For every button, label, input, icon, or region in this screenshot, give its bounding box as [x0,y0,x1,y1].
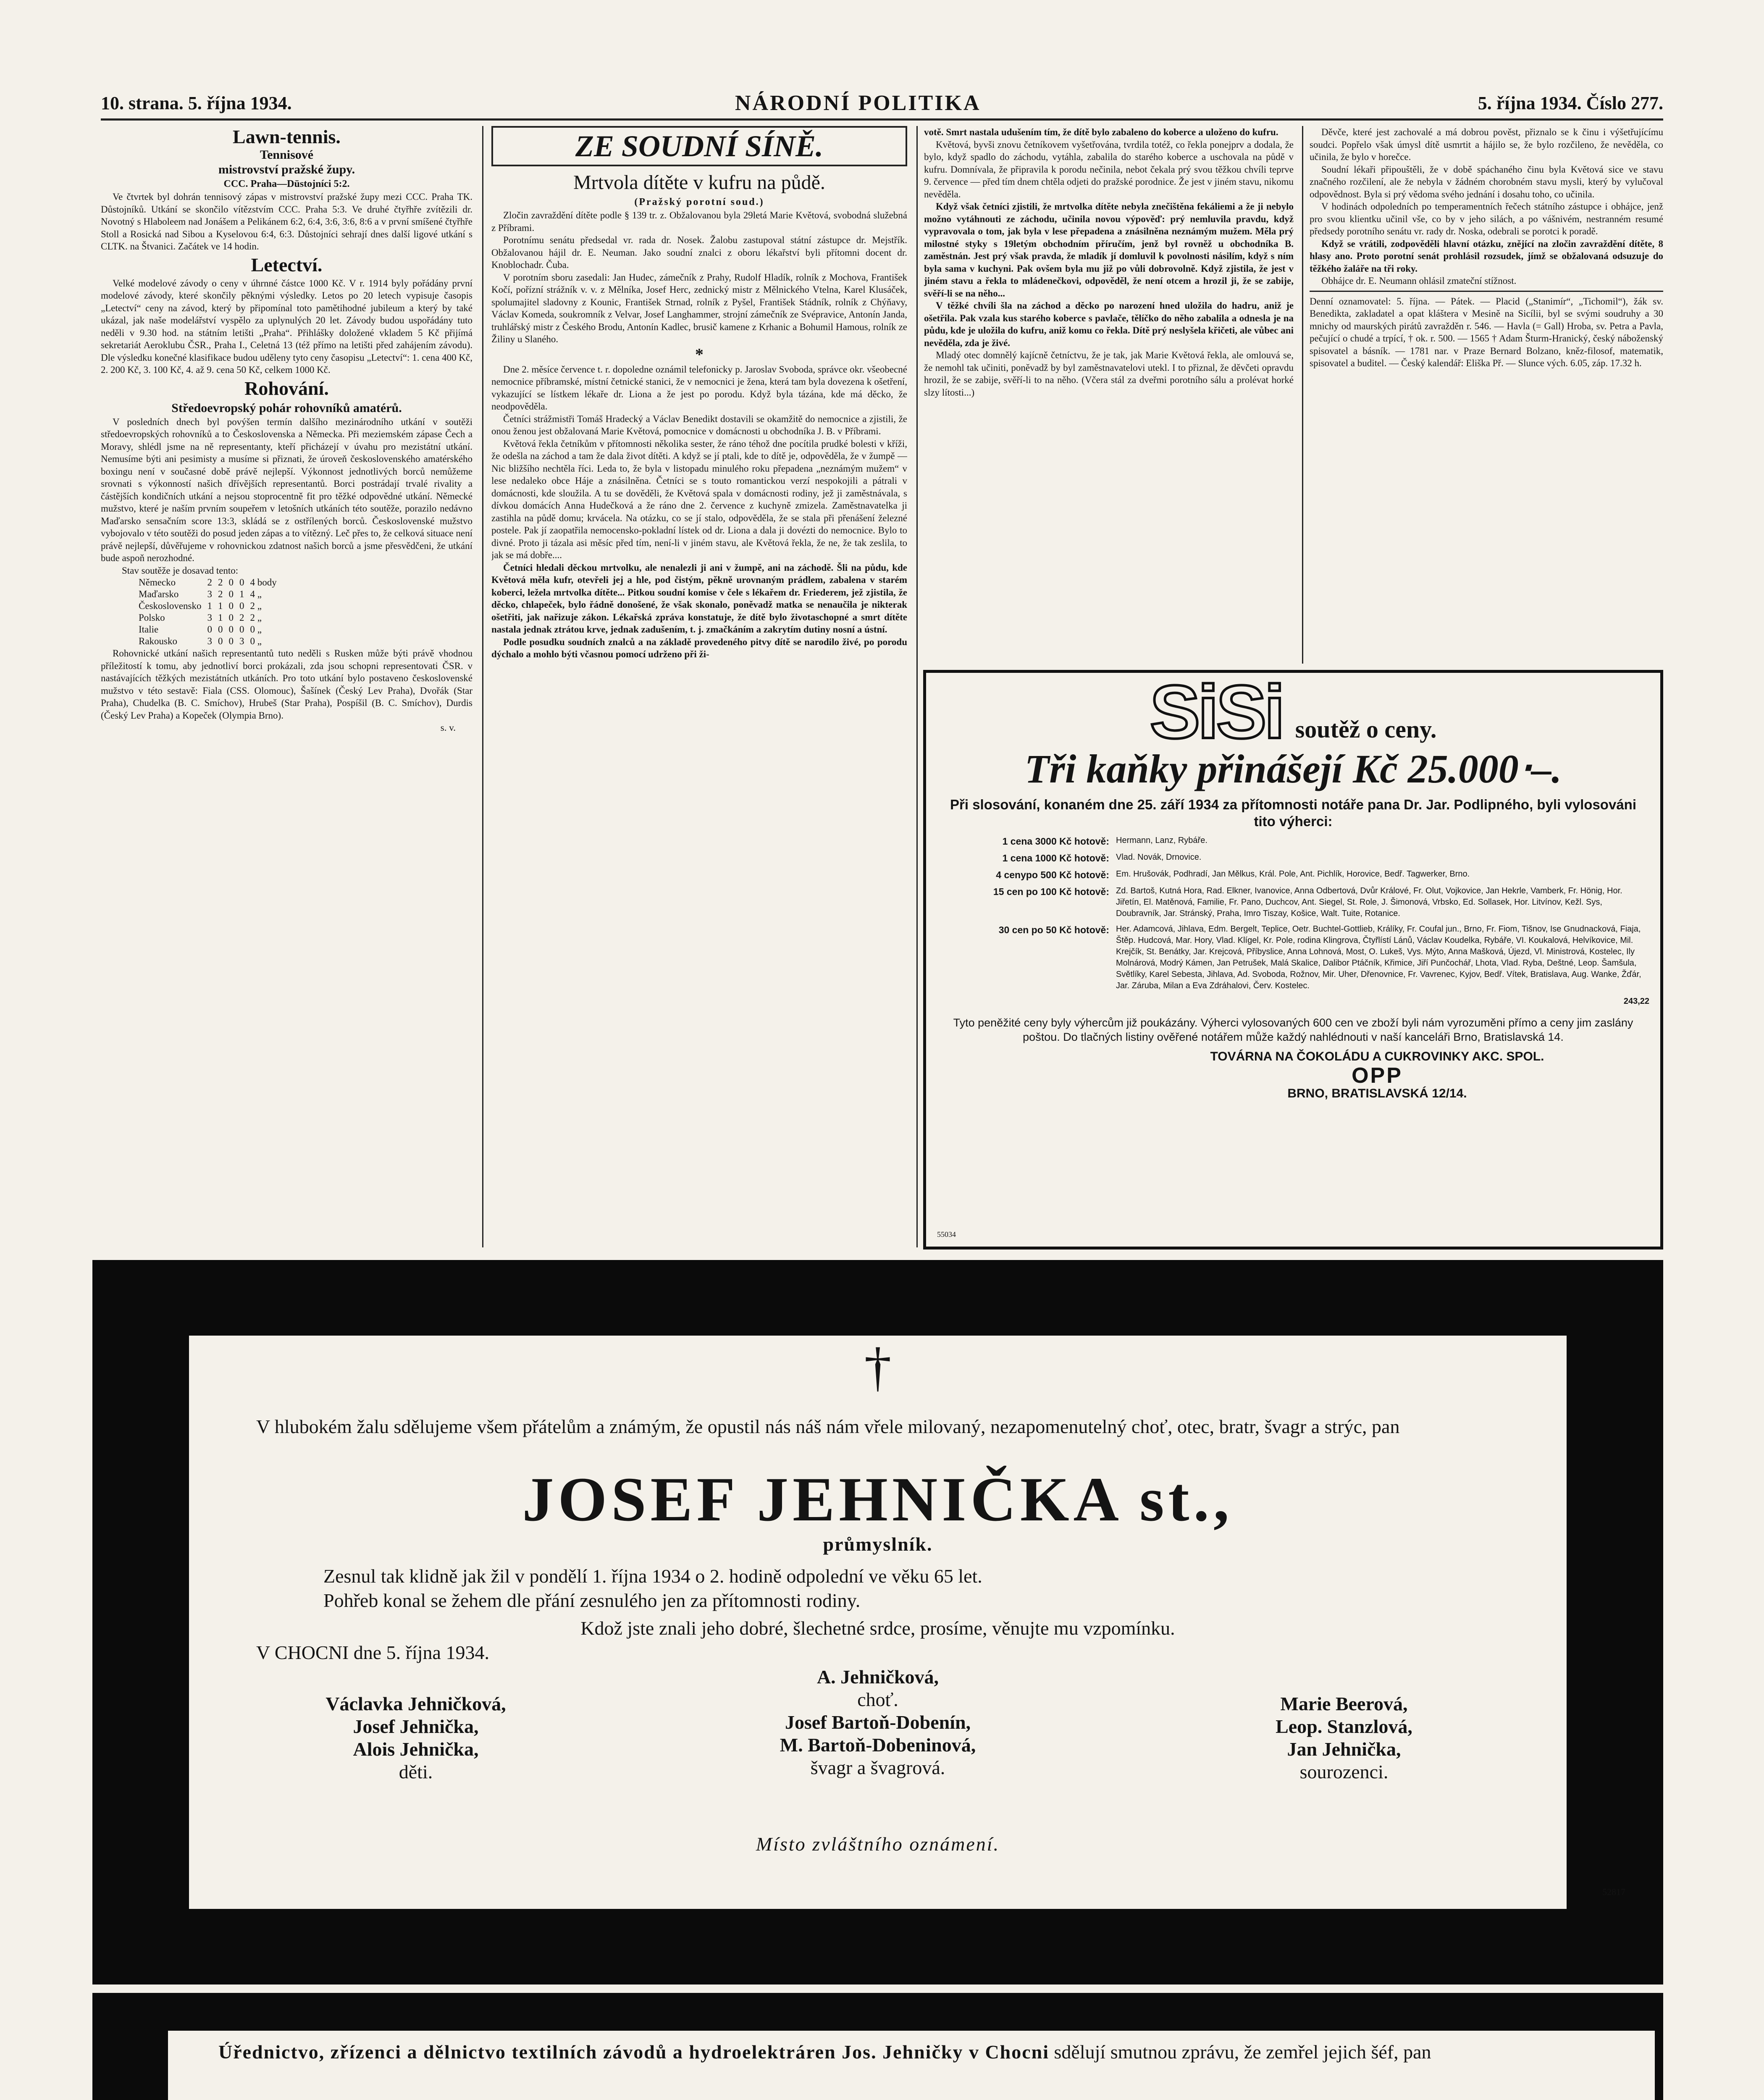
role-children: děti. [399,1761,433,1782]
obituary-1 [189,1336,1625,1909]
signatory-name: Jan Jehnička, [1287,1738,1401,1760]
standings-cell-w: 2 [218,589,223,599]
sisi-address: BRNO, BRATISLAVSKÁ 12/14. [1287,1087,1467,1100]
court-cont-1: votě. Smrt nastala udušením tím, že dítě bylo zabaleno do koberce a uloženo do kufru. [924,127,1278,137]
sisi-headline-2-text: Tři kaňky přinášejí Kč 25.000 [1024,746,1519,791]
sisi-prize-suffix: ‧–. [1518,746,1562,791]
table-row [139,624,283,635]
rohovani-heading: Rohování. [244,377,329,399]
court-cont-4: V těžké chvíli šla na záchod a děcko po narození hned uložila do hadru, aniž je ošetřila. Pak vzala kus starého koberce s pavlače, tělíčko do něho zabalila a odnesla je na půdu, kde je uložila do kufru, aniž komu co řekla. Dítě prý neslyšela křičeti, ale vůbec ani nevěděla, zda je živé. [924,300,1294,348]
column-court [491,126,907,1250]
signatory-name: Josef Bartoň-Dobenín, [785,1712,971,1733]
standings-cell-pts: 4 „ [250,589,262,599]
standings-cell-d: 0 [228,577,234,588]
standings-cell-d: 0 [228,624,234,635]
winners-row [937,996,1649,1007]
rohovani-text: V posledních dnech byl povýšen termín dalšího mezinárodního utkání v soutěži středoevropských rohovníků a to Československa a Německa. Při meziemském zápase Čech a Moravy, shlédl jsme na ně representanty, kteří přicházejí v úvahu pro mezistátní utkání. Nemusíme býti ani pesimisty a musíme si přiznati, že úroveň československého amatérského boxingu není v současné době právě nejlepší. Výkonnost jednotlivých borců nemůžeme srovnati s výkonností našich dřívějších representantů. Borci postrádají trvalé rivality a částějších kondičních utkání a nejsou stoprocentně fit pro těžké odpovědné utkání. Německé mužstvo, které je naším prvním soupeřem v letošních utkáních této soutěže, porazilo nedávno Maďarsko sensačním score 13:3, skládá se z ostřílených borců. Československé mužstvo vybojovalo v této soutěži do posud jeden zápas a to vítězný. Leč přes to, že celková situace není právě nejlepší, důvěřujeme v rohovnickou zdatnost našich borců a jsme přesvědčeni, že utkání bude aspoň nerozhodné. [101,416,472,563]
court-text-1: Zločin zavraždění dítěte podle § 139 tr. z. Obžalovanou byla 29letá Marie Květová, svobodná služebná z Příbrami. [491,210,907,233]
court-text-2: Porotnímu senátu předsedal vr. rada dr. Nosek. Žalobu zastupoval státní zástupce dr. Mejstřík. Obžalovanou hájil dr. E. Neuman. Jako soudní znalci z oboru lékařství byli přítomni docent dr. Knoblochadr. Čuba. [491,235,907,270]
obituary-1-text-1: Zesnul tak klidně jak žil v pondělí 1. října 1934 o 2. hodině odpolední ve věku 65 let. [323,1565,982,1587]
standings-cell-pts: 2 „ [250,612,262,623]
prize-label: 30 cen po 50 Kč hotově: [998,924,1109,935]
rohovani-subheading: Středoevropský pohár rohovníků amatérů. [171,401,402,415]
sisi-logo: SiSi [1150,670,1283,754]
standings-cell-d: 0 [228,601,234,611]
standings-cell-pts: 4 body [250,577,277,588]
court-text-6: Květová řekla četníkům v přítomnosti několika sester, že ráno téhož dne pocítila prudké bolesti v kříži, že odešla na záchod a tam že dala život dítěti. A když se jí ptali, kde to dítě je, odpověděla, že v žumpě — Nic bližšího nechtěla říci. Leda to, že byla v listopadu minulého roku přepadena „neznámým mužem“ v lese nedaleko obce Háje a znásilněna. Četníci se s touto romantickou verzí nespokojili a pátrali v domácnosti, kde sloužila. A tu se dověděli, že Květová spala v domácnosti rodiny, jež ji zaměstnávala, s dívkou domácích Anna Hudečková a že ráno dne 2. července z kuchyně zmizela. Zaměstnavatelka ji zastihla na půdě domu; krvácela. Na otázku, co se jí stalo, odpověděla, že se stala při přenášení železné postele. Pak jí zaopatřila nemocensko-pokladní lístek od dr. Liona a dala ji dovézti do nemocnice. Bylo to divné. Proto ji tázala asi měsíc před tím, není-li v jiném stavu, ale Květová řekla, že ne, že tak zeslila, to jak se má dobře.... [491,438,907,560]
column-rule-1 [482,126,483,1247]
sisi-footer: Tyto peněžité ceny byly výhercům již poukázány. Výherci vylosovaných 600 cen ve zboží byli nám vyrozuměni přímo a ceny jim zaslány poštou. Do tlačných listiny ověřené notářem může každý nahlédnouti v naší kanceláři Brno, Bratislavská 14. [953,1016,1633,1043]
standings-cell-w: 2 [218,577,223,588]
winner-names: 243,22 [1623,997,1649,1006]
standings-cell-team: Maďarsko [139,589,179,599]
standings-cell-pts: 0 „ [250,636,262,646]
standings-cell-w: 0 [218,636,223,646]
standings-cell-team: Polsko [139,612,165,623]
letectvi-heading: Letectví. [251,254,323,276]
court-text-5: Četníci strážmistři Tomáš Hradecký a Václav Benedikt dostavili se okamžitě do nemocnice a zjistili, že onou ženou jest obžalovaná Marie Květová, pomocnice v domácnosti u obchodníka J. B. v Příbrami. [491,413,907,436]
court-text-8: Podle posudku soudních znalců a na základě provedeného pitvy dítě se narodilo živé, po porodu dýchalo a mohlo býti včasnou pomocí udrženo při ži- [491,636,907,659]
court-cont-6: Děvče, které jest zachovalé a má dobrou pověst, přiznalo se k činu i výšetřujícímu soudci. Popřelo však úmysl dítě usmrtit a hájilo se, že bylo rozčileno, že nevěděla, co učinila, že bylo v horečce. [1310,127,1663,162]
obituary-1-text-2: Pohřeb konal se žehem dle přání zesnulého jen za přítomnosti rodiny. [323,1590,861,1611]
star-divider: * [695,344,704,364]
standings-cell-p: 3 [207,589,212,599]
standings-cell-l: 2 [239,612,244,623]
signatures-children [206,1693,626,1783]
court-cont-7: Soudní lékaři připouštěli, že v době spáchaného činu byla Květová sice ve stavu značného rozčilení, ale že nebyla v žádném chorobném stavu mysli, který by vylučoval odpovědnost. Byla si prý vědoma svého jednání i dosahu toho, co učinila. [1310,164,1663,200]
table-row [139,600,283,612]
standings-cell-l: 3 [239,636,244,646]
standings-cell-l: 1 [239,589,244,599]
daily-calendar: Denní oznamovatel: 5. října. — Pátek. — Placid („Stanimír“, „Tichomil“), žák sv. Benedikta, zakladatel a opat kláštera v Mesině na Sicílii, byl se svými soudruhy a 30 mnichy od maurských pirátů zavražděn r. 546. — Havla (= Gall) Hroba, sv. Petra a Pavla, pečující o chudé a trpící, † ok. r. 500. — 1565 † Adam Šturm-Hranický, český náboženský spisovatel a básník. — 1781 nar. v Praze Bernard Bolzano, kněz-filosof, matematik, spisovatel a buditel. — Český kalendář: Eliška Př. — Slunce vých. 6.05, záp. 17.32 h. [1310,296,1663,368]
obituary-1-text-3: Kdož jste znali jeho dobré, šlechetné srdce, prosíme, věnujte mu vzpomínku. [580,1617,1175,1639]
sisi-advertisement [923,670,1663,1250]
standings-cell-p: 0 [207,624,212,635]
obituary-1-occupation: průmyslník. [823,1533,933,1555]
standings-cell-team: Československo [139,601,202,611]
sisi-headline-2 [937,746,1649,792]
standings-cell-p: 3 [207,612,212,623]
lawn-tennis-match: CCC. Praha—Dūstojníci 5:2. [223,178,350,189]
lawn-tennis-heading: Lawn-tennis. [233,126,341,147]
winners-row [937,924,1649,992]
winner-names: Em. Hrušovák, Podhradí, Jan Mělkus, Král. Pole, Ant. Pichlík, Horovice, Bedř. Tagwerker, Brno. [1116,869,1470,879]
standings-cell-w: 0 [218,624,223,635]
court-heading: ZE SOUDNÍ SÍNĚ. [575,129,824,163]
standings-cell-l: 0 [239,601,244,611]
daily-rule [1310,291,1663,292]
court-cont-10: Obhájce dr. E. Neumann ohlásil zmateční stížnost. [1321,276,1517,286]
court-text-4: Dne 2. měsíce července t. r. dopoledne oznámil telefonicky p. Jaroslav Svoboda, správce okr. všeobecné nemocnice příbramské, místní četnické stanici, že v nemocnici je žena, která tam byla dovezena k ošetření, vykazující se lístkem lékaře dr. Liona a že jest po porodu. Když byla tázána, kde má děcko, že neodpověděla. [491,364,907,412]
obituary-2-intro-rest: sdělují smutnou zprávu, že zemřel jejich šéf, pan [1054,2041,1431,2063]
winner-names: Zd. Bartoš, Kutná Hora, Rad. Elkner, Ivanovice, Anna Odbertová, Dvůr Králové, Fr. Olut, Vojkovice, Jan Hekrle, Vamberk, Fr. Hönig, Hor. Jiřetín, El. Matěnová, Familie, Fr. Pano, Duchcov, Ant. Siegel, St. Role, J. Šimonová, Vrbsko, Ed. Sollasek, Hor. Litvínov, Kežl. Sys, Doubravník, Jar. Stránský, Praha, Imro Tiszay, Košice, Walt. Tuite, Rotanice. [1116,886,1622,918]
court-cont-5: Mladý otec domnělý kajícně četníctvu, že je tak, jak Marie Květová řekla, ale omlouvá se, že nemohl tak učiniti, poněvadž by byl zaměstnavatelovi utekl. I to přiznal, že děvčeti opravdu hrozil, že se zabije, svěří-li to na něho. (Včera stál za dveřmi porotního sálu a prolévat horké slzy lítosti...) [924,350,1294,398]
role-spouse: choť. [857,1689,898,1710]
column-rule-2 [916,126,918,1247]
sisi-company: TOVÁRNA NA ČOKOLÁDU A CUKROVINKY AKC. SPOL. [1210,1050,1544,1063]
spouse-name: A. Jehničková, [816,1666,939,1688]
lawn-tennis-subheading-2: mistrovství pražské župy. [218,163,355,176]
letectvi-text: Velké modelové závody o ceny v úhrnné částce 1000 Kč. V r. 1914 byly pořádány první modelové závody, které skončily pěknými výsledky. Letos po 20 letech vypisuje časopis „Letectví“ ceny na závod, který by připomínal toto pamětihodné jubileum a který by také ukázal, jak naše modelářství vyspělo za uplynulých 20 let. Závody budou uspořádány tuto neděli v 9.30 hod. na státním letišti „Praha“. Přihlášky doložené vkladem 5 Kč přijímá sekretariát Aeroklubu ČSR., Praha I., Celetná 13 (též přímo na letišti před zahájením závodu). Dle výsledku konečné klasifikace budou uděleny tyto ceny časopisu „Letectví“: 1. cena 400 Kč, 2. 200 Kč, 3. 100 Kč, 4. až 9. cena 50 Kč, celkem 1000 Kč. [101,278,472,375]
obituary-1-code: 52817 [1602,1887,1625,1897]
signatures-spouse [647,1666,1109,1779]
sisi-brand: OPP [1352,1063,1403,1088]
standings-cell-team: Italie [139,624,159,635]
standings-cell-l: 0 [239,577,244,588]
standings-cell-p: 2 [207,577,212,588]
lawn-tennis-subheading: Tennisové [260,148,314,162]
standings-cell-pts: 0 „ [250,624,262,635]
signatory-name: Leop. Stanzlová, [1276,1716,1412,1737]
table-row [139,612,283,624]
table-row [139,588,283,600]
sisi-header [937,670,1649,754]
obituary-1-name: JOSEF JEHNIČKA st., [522,1465,1234,1534]
standings-cell-l: 0 [239,624,244,635]
standings-cell-d: 0 [228,612,234,623]
standings-cell-w: 1 [218,612,223,623]
role-siblings: sourozenci. [1299,1761,1389,1782]
page-number: 10. strana. 5. října 1934. [101,93,292,113]
standings-table [139,577,283,647]
winner-names: Her. Adamcová, Jihlava, Edm. Bergelt, Teplice, Oetr. Buchtel-Gottlieb, Králíky, Fr. Coufal jun., Brno, Fr. Fiom, Tišnov, Ise Gnudnacková, Fiaja, Štěp. Hudcová, Mar. Hory, Vlad. Klígel, Kr. Pole, rodina Klingrova, Čtyřlístí Lánů, Václav Koudelka, Rybáře, VI. Koukalová, Helvíkovice, Mil. Krejčík, St. Benátky, Jar. Krejcová, Příbyslice, Anna Lohnová, Most, O. Lukeš, Vys. Mýto, Anna Mašková, Újezd, Vl. Ministrová, Kostelec, Ily Molnárová, Modrý Kámen, Jan Petrušek, Malá Skalice, Dalibor Ptáčník, Křimice, Jiří Punčochář, Lhota, Vlad. Ryba, Deštné, Leop. Šamšula, Světlíky, Karel Sebesta, Jihlava, Ad. Svoboda, Rožnov, Mir. Uher, Dřenovnice, Fr. Vavrenec, Kyjov, Bedř. Vítek, Bratislava, Aug. Wanke, Žďár, Jar. Záruba, Milan a Eva Zdráhalovi, Červ. Kostelec. [1116,924,1641,990]
column-rule-3 [1302,126,1303,664]
court-name: (Pražský porotní soud.) [634,197,764,207]
winners-row [937,835,1649,848]
court-cont-2: Květová, byvši znovu četníkovem vyšetřována, tvrdila totéž, co řekla ponejprv a dodala, že bylo, když spadlo do záchodu, vytáhla, zabalila do starého koberce a uschovala na půdě v kufru. Domnívala, že připravila k porodu nečinila, nebot čekala prý svou těžkou chvíli teprve 9. července — před tím dnem chtěla odjeti do pražské porodnice. Že jest v jiném stavu, nikomu nevěděla. [924,139,1294,200]
court-heading-box [491,126,907,166]
winners-list [937,835,1649,1007]
issue-info: 5. října 1934. Číslo 277. [1478,93,1663,113]
court-cont-9: Když se vrátili, zodpověděli hlavní otázku, znějící na zločin zavraždění dítěte, 8 hlasy ano. Proto porotní senát prohlásil rozsudek, jímž se obžalovaná odsuzuje do těžkého žaláře na tři roky. [1310,238,1663,274]
signatory-name: Alois Jehnička, [353,1738,479,1760]
standings-cell-p: 3 [207,636,212,646]
sisi-draw-text: Při slosování, konaném dne 25. září 1934 za přítomnosti notáře pana Dr. Jar. Podlipného, byli vylosováni tito výherci: [950,797,1636,829]
signatures-siblings [1147,1693,1541,1783]
standings-cell-d: 0 [228,636,234,646]
newspaper-title: NÁRODNÍ POLITIKA [735,91,981,115]
standings-cell-w: 1 [218,601,223,611]
standings-cell-d: 0 [228,589,234,599]
obituary-2 [168,2031,1655,2100]
column-court-continued [924,126,1294,664]
standings-cell-team: Rakousko [139,636,177,646]
cross-icon: † [864,1337,892,1397]
prize-label: 15 cen po 100 Kč hotově: [993,886,1109,897]
winners-row [937,885,1649,919]
masthead [101,92,1663,118]
obituary-2-intro-bold: Úřednictvo, zřízenci a dělnictvo textilních závodů a hydroelektráren Jos. Jehničky v Chocni [218,2041,1050,2063]
obituary-1-note: Místo zvláštního oznámení. [756,1833,1000,1855]
signatory-name: Marie Beerová, [1280,1693,1408,1714]
table-row [139,635,283,647]
court-cont-3: Když však četníci zjistili, že mrtvolka dítěte nebyla znečištěna fekáliemi a že ji nebylo možno vytáhnouti ze záchodu, učinila novou výpověď: prý nemluvila pravdu, když vypravovala o tom, jak byla v lese přepadena a znásilněna neznámým mužem. Měla prý milostné styky s 19letým obchodním příručím, jenž byl rovněž u obchodníka B. zaměstnán. Jest prý však pravda, že mladík jí domluvil k povolnosti násilím, když s ním byla sama v kuchyni. Pak ovšem byla mu již po vůli dobrovolně. Když zjistila, že jest v jiném stavu a řekla to mládenečkovi, odpověděl, že není otcem a hrozil ji, že se zabije, svěří-li se na něho... [924,201,1294,299]
winners-row [937,852,1649,864]
court-text-3: V porotním sboru zasedali: Jan Hudec, zámečník z Prahy, Rudolf Hladík, rolník z Mochova, František Kočí, pořízní strážník v. v. z Mělníka, Josef Herc, zednický mistr z Mělnického Vtelna, Karel Klusáček, spolumajitel sladovny z Kounic, František Strnad, rolník z Pyšel, František Stádník, rolník z Chýňavy, Václav Komeda, soukromník z Velvar, Josef Langhammer, strojní zámečník ze Svépravice, Antonín Janda, truhlářský mistr z Českého Brodu, Antonín Kadlec, brusič kamene z Krhanic a Bohumil Hamous, rolník ze Žiliny u Slaného. [491,272,907,344]
lawn-tennis-text: Ve čtvrtek byl dohrán tennisový zápas v mistrovství pražské župy mezi CCC. Praha TK. Důstojníků. Utkání se skončilo vítězstvím CCC. Praha 5:3. Ve druhé čtyřhře zvítězili dr. Novotný s Hlaboleem nad Jonášem a Pelikánem 6:2, 6:4, 3:6, 3:6, 8:6 a v první smíšené čtyřhře Stoll a Rosická nad Sibou a Kyselovou 6:4, 6:3. Důstojníci sehrají dnes další ligové utkání s CLTK. na Štvanici. Začátek ve 14 hodin. [101,192,472,252]
winners-row [937,869,1649,881]
table-row [139,577,283,588]
prize-label: 1 cena 3000 Kč hotově: [1002,836,1109,847]
signatory-name: M. Bartoň-Dobeninová, [780,1734,976,1756]
court-subheading: Mrtvola dítěte v kufru na půdě. [573,171,825,194]
standings-cell-team: Německo [139,577,176,588]
signatory-name: Václavka Jehničková, [326,1693,506,1714]
court-cont-8: V hodinách odpoledních po temperamentních řečech státního zástupce i obhájce, jenž pro svou klientku učinil vše, co by v jeho silách, a po vášnivém, nestranném resumé předsedy porotního senátu vr. rady dr. Noska, odebrali se porotci k poradě. [1310,201,1663,236]
standings-cell-pts: 2 „ [250,601,262,611]
obituary-2-intro [218,2039,1621,2065]
standings-intro: Stav soutěže je dosavad tento: [122,565,239,576]
sisi-headline-1: soutěž o ceny. [1295,716,1437,743]
prize-label: 1 cena 1000 Kč hotově: [1002,853,1109,864]
signatory-name: Josef Jehnička, [353,1716,479,1737]
role-inlaws: švagr a švagrová. [810,1757,945,1778]
rohovani-text-2: Rohovnické utkání našich representantů tuto neděli s Rusken může býti právě vhodnou příležitostí k tomu, aby jednotliví borci prokázali, zda jsou schopni representovati ČSR. v nastávajících těžkých mezistátních utkáních. Pro toto utkání bylo postaveno československé mužstvo v této sestavě: Fiala (CSS. Olomouc), Šašínek (Český Lev Praha), Dvořák (Star Praha), Chudelka (B. C. Smíchov), Hrubeš (Star Praha), Pospíšil (B. C. Smíchov), Durdis (Český Lev Praha) a Kopeček (Olympia Brno). [101,648,472,721]
masthead-rule [101,118,1663,121]
signoff: s. v. [440,722,456,733]
obituary-1-place-date: V CHOCNI dne 5. října 1934. [256,1642,489,1663]
obituary-1-intro: V hlubokém žalu sdělujeme všem přátelům a známým, že opustil nás náš nám vřele milovaný, nezapomenutelný choť, otec, bratr, švagr a strýc, pan [256,1416,1400,1437]
court-text-7: Četníci hledali děckou mrtvolku, ale nenalezli ji ani v žumpě, ani na záchodě. Šli na půdu, kde Květová měla kufr, otevřeli jej a hle, pod čistým, pěkně urovnaným prádlem, zabalena v starém koberci, ležela mrtvolka dítěte... Pitkou soudní komise v čele s lékařem dr. Friederem, jež zjistila, že děcko, chlapeček, bylo řádně donošené, že však skonalo, poněvadž matka se nenaučila je nikterak ošetřiti, jak nařizuje zákon. Lékařská zpráva konstatuje, že dítě bylo životaschopné a smrt dítěte nastala jednak ztrátou krve, jednak zadušením, t. j. zmačkáním a zakrytím dutiny nosní a ústní. [491,562,907,635]
prize-label [937,996,1116,1007]
winner-names: Hermann, Lanz, Rybáře. [1116,836,1208,845]
standings-cell-p: 1 [207,601,212,611]
prize-label: 4 cenypo 500 Kč hotově: [996,869,1109,880]
column-court-verdict [1310,126,1663,664]
sisi-code: 55034 [937,1230,956,1239]
column-sports [101,126,472,1250]
winner-names: Vlad. Novák, Drnovice. [1116,853,1202,862]
